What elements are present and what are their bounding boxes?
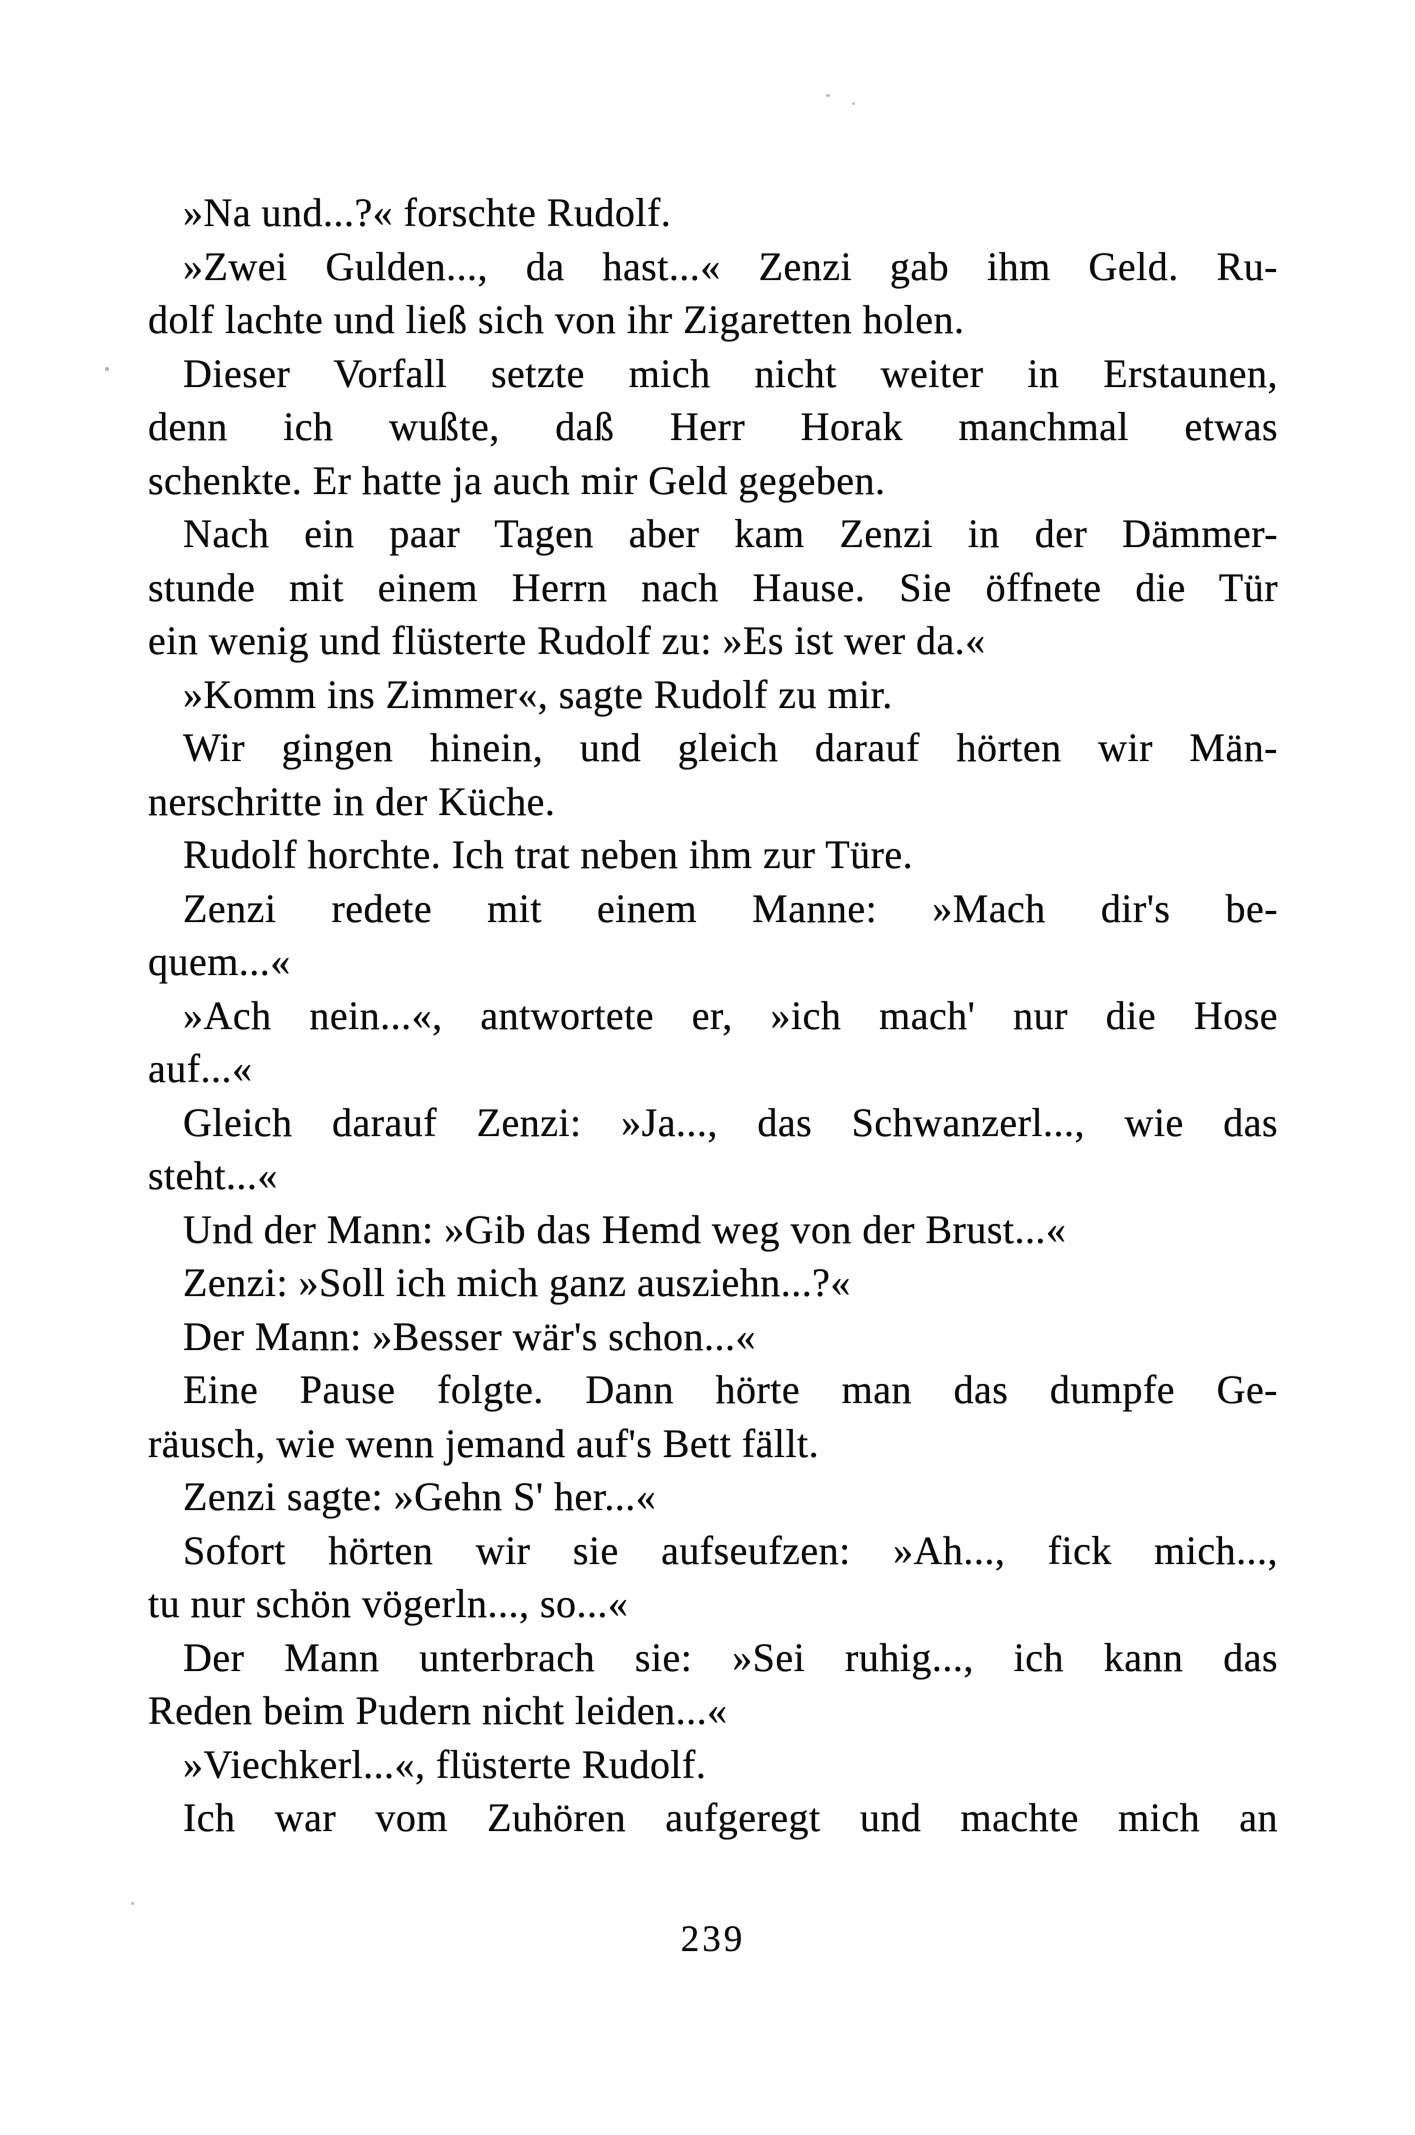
- text-line: denn ich wußte, daß Herr Horak manchmal etwas: [148, 404, 1278, 449]
- text-line: Gleich darauf Zenzi: »Ja..., das Schwanzerl..., wie das: [183, 1099, 1278, 1145]
- text-line: Nach ein paar Tagen aber kam Zenzi in der Dämmer-: [183, 511, 1278, 556]
- scan-speck: [105, 367, 109, 371]
- scan-speck: [131, 1902, 134, 1905]
- text-line: Ich war vom Zuhören aufgeregt und machte mich an: [183, 1795, 1278, 1840]
- text-line: »Na und...?« forschte Rudolf.: [183, 190, 672, 235]
- text-line: Sofort hörten wir sie aufseufzen: »Ah..., fick mich...,: [183, 1527, 1278, 1573]
- text-line: Zenzi sagte: »Gehn S' her...«: [183, 1474, 657, 1519]
- text-line: Und der Mann: »Gib das Hemd weg von der Brust...«: [183, 1206, 1067, 1252]
- text-line: Dieser Vorfall setzte mich nicht weiter in Erstaunen,: [183, 350, 1278, 396]
- text-line: nerschritte in der Küche.: [148, 778, 556, 824]
- text-line: Zenzi redete mit einem Manne: »Mach dir's be-: [183, 885, 1278, 931]
- text-line: steht...«: [148, 1153, 278, 1198]
- scan-speck: [826, 94, 830, 97]
- text-line: Reden beim Pudern nicht leiden...«: [148, 1688, 728, 1733]
- text-line: Eine Pause folgte. Dann hörte man das dumpfe Ge-: [183, 1367, 1278, 1412]
- text-line: »Zwei Gulden..., da hast...« Zenzi gab ihm Geld. Ru-: [183, 243, 1278, 289]
- text-line: Zenzi: »Soll ich mich ganz ausziehn...?«: [183, 1260, 851, 1305]
- text-line: auf...«: [148, 1046, 253, 1091]
- text-line: »Komm ins Zimmer«, sagte Rudolf zu mir.: [183, 671, 893, 717]
- text-line: »Ach nein...«, antwortete er, »ich mach' nur die Hose: [183, 992, 1278, 1038]
- text-line: schenkte. Er hatte ja auch mir Geld gegeben.: [148, 457, 886, 503]
- text-line: Rudolf horchte. Ich trat neben ihm zur Türe.: [183, 832, 914, 877]
- text-line: quem...«: [148, 939, 291, 984]
- text-line: »Viechkerl...«, flüsterte Rudolf.: [183, 1741, 707, 1787]
- scan-speck: [852, 102, 855, 105]
- text-block: [148, 186, 1278, 1845]
- text-line: räusch, wie wenn jemand auf's Bett fällt.: [148, 1420, 820, 1466]
- text-line: dolf lachte und ließ sich von ihr Zigaretten holen.: [148, 297, 965, 342]
- text-line: Der Mann unterbrach sie: »Sei ruhig..., ich kann das: [183, 1634, 1278, 1680]
- text-line: tu nur schön vögerln..., so...«: [148, 1581, 629, 1626]
- text-line: ein wenig und flüsterte Rudolf zu: »Es ist wer da.«: [148, 618, 986, 663]
- page-number: 239: [680, 1919, 746, 1960]
- text-line: Der Mann: »Besser wär's schon...«: [183, 1313, 756, 1359]
- text-line: Wir gingen hinein, und gleich darauf hörten wir Män-: [183, 725, 1278, 770]
- text-line: stunde mit einem Herrn nach Hause. Sie öffnete die Tür: [148, 564, 1278, 610]
